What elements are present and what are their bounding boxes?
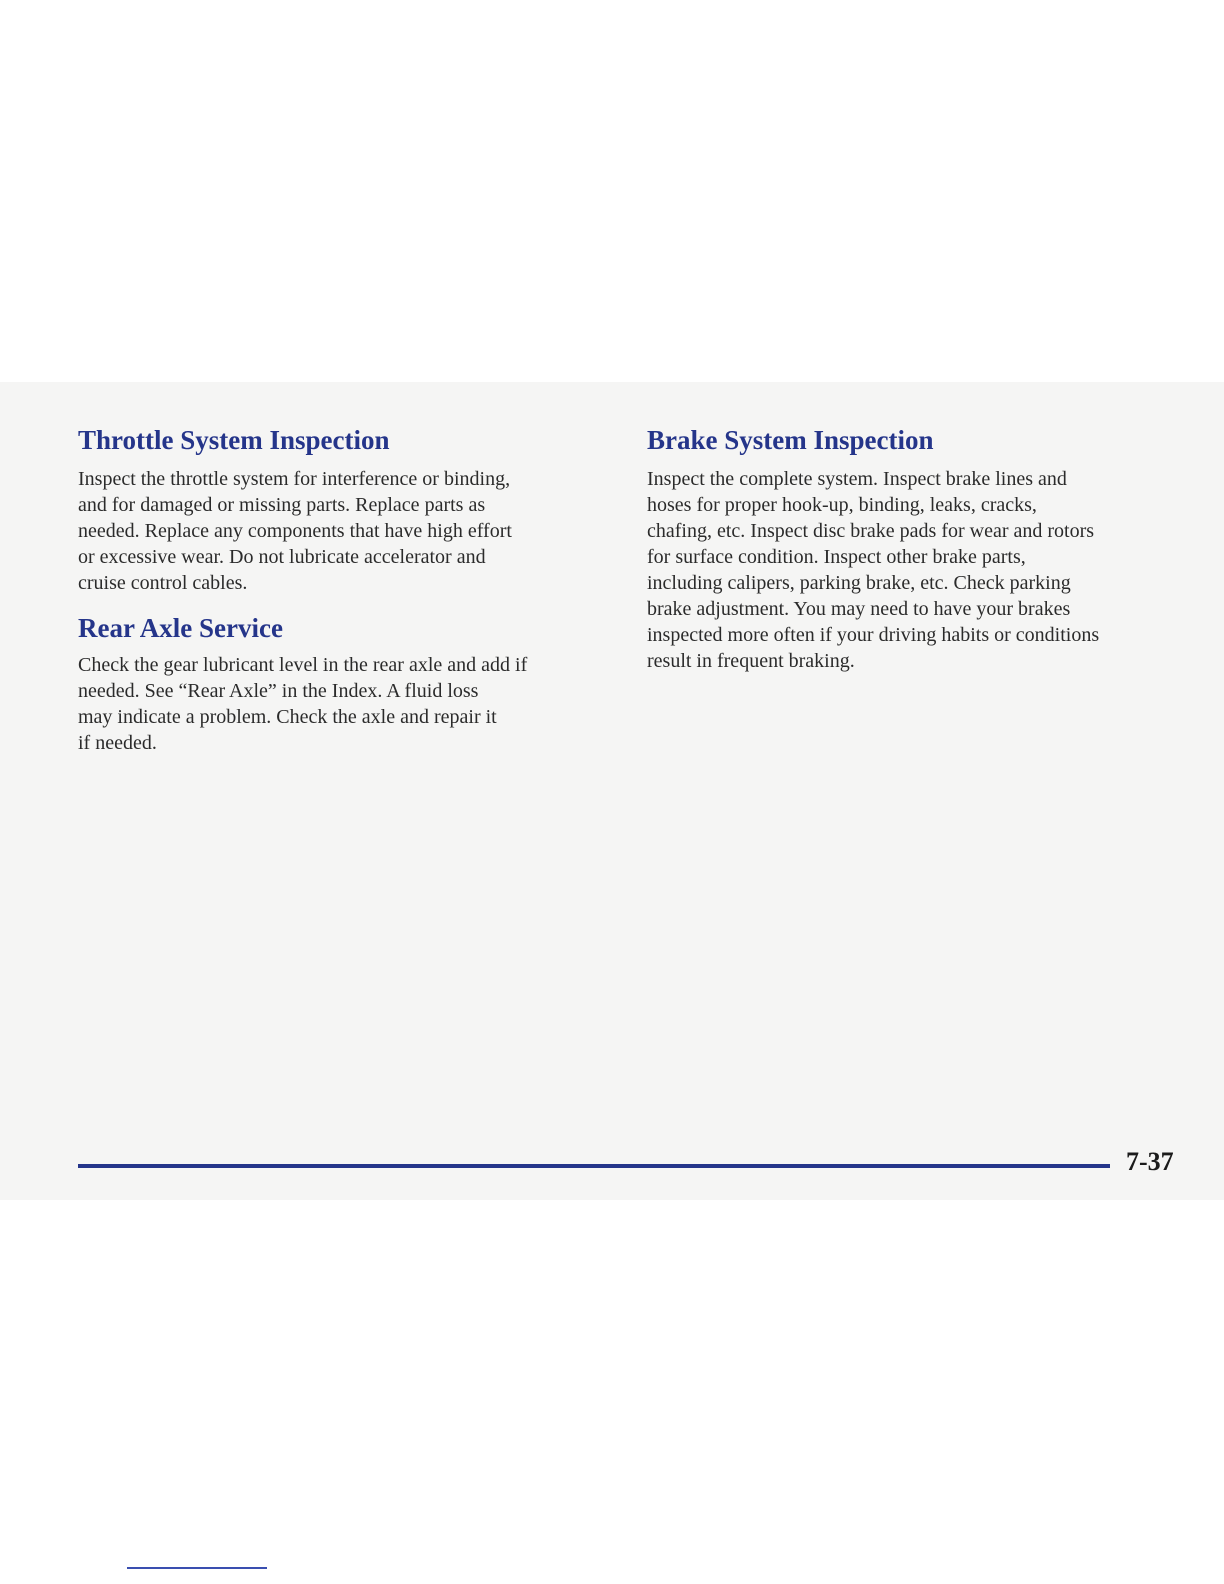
paragraph-line: chafing, etc. Inspect disc brake pads for wear and rotors <box>647 520 1095 542</box>
paragraph-line: hoses for proper hook-up, binding, leaks, cracks, <box>647 494 1037 516</box>
page-number: 7-37 <box>1126 1147 1174 1176</box>
throttle-heading: Throttle System Inspection <box>78 425 390 455</box>
paragraph-line: needed. Replace any components that have high effort <box>78 520 512 542</box>
paragraph-line: cruise control cables. <box>78 572 248 594</box>
paragraph-line: Inspect the complete system. Inspect brake lines and <box>647 468 1067 490</box>
paragraph-line: may indicate a problem. Check the axle and repair it <box>78 706 497 728</box>
paragraph-line: inspected more often if your driving habits or conditions <box>647 624 1100 646</box>
rear-axle-paragraph <box>78 652 527 756</box>
paragraph-line: if needed. <box>78 732 157 754</box>
footnote-rule <box>127 1567 267 1569</box>
paragraph-line: including calipers, parking brake, etc. Check parking <box>647 572 1071 594</box>
rear-axle-heading: Rear Axle Service <box>78 613 283 643</box>
paragraph-line: Inspect the throttle system for interference or binding, <box>78 468 511 490</box>
footer-rule <box>78 1164 1110 1168</box>
paragraph-line: for surface condition. Inspect other brake parts, <box>647 546 1026 568</box>
paragraph-line: needed. See “Rear Axle” in the Index. A fluid loss <box>78 680 479 702</box>
paragraph-line: and for damaged or missing parts. Replace parts as <box>78 494 486 516</box>
paragraph-line: result in frequent braking. <box>647 650 855 672</box>
paragraph-line: or excessive wear. Do not lubricate accelerator and <box>78 546 486 568</box>
brake-heading: Brake System Inspection <box>647 425 934 455</box>
paragraph-line: brake adjustment. You may need to have your brakes <box>647 598 1071 620</box>
brake-paragraph <box>647 466 1099 674</box>
paragraph-line: Check the gear lubricant level in the rear axle and add if <box>78 654 528 676</box>
throttle-paragraph <box>78 466 512 596</box>
